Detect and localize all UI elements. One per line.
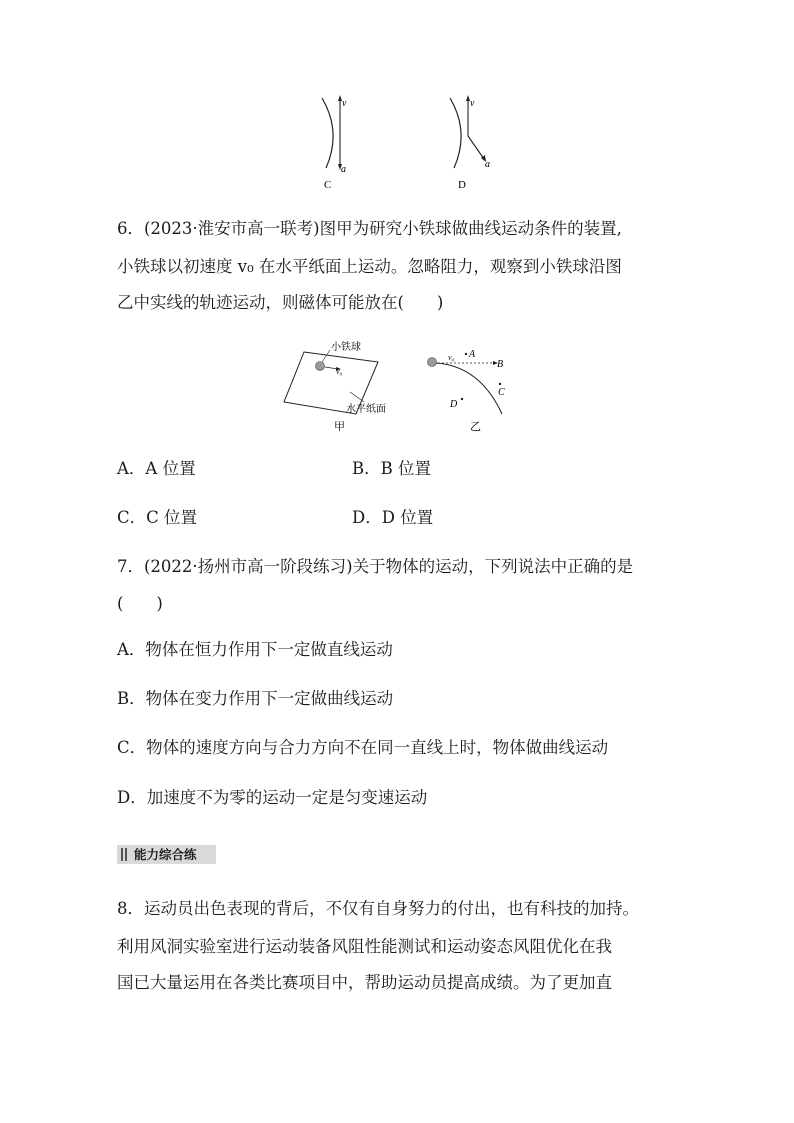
q6-option-c: C．C 位置 (117, 508, 197, 527)
q6-jia-caption: 甲 (334, 421, 345, 433)
q6-yi-b-label: B (497, 359, 504, 370)
q7-line-1: 7．(2022·扬州市高一阶段练习)关于物体的运动，下列说法中正确的是 (117, 557, 634, 576)
figure-c-a-label: a (341, 164, 346, 175)
q8-line-1: 8．运动员出色表现的背后，不仅有自身努力的付出，也有科技的加持。 (117, 899, 639, 918)
q6-yi-d-label: D (450, 399, 458, 410)
q6-yi-v0-label: v₀ (448, 353, 455, 362)
q6-option-b: B．B 位置 (352, 459, 431, 478)
q8-line-3: 国已大量运用在各类比赛项目中，帮助运动员提高成绩。为了更加直 (117, 973, 612, 992)
figure-c-v-label: v (342, 98, 347, 109)
q6-line-1: 6．(2023·淮安市高一联考)图甲为研究小铁球做曲线运动条件的装置, (117, 219, 622, 238)
q6-yi-a-label: A (469, 349, 476, 360)
q6-line-2: 小铁球以初速度 v₀ 在水平纸面上运动。忽略阻力，观察到小铁球沿图 (117, 257, 622, 276)
q6-jia-v0-label: v₀ (336, 367, 343, 376)
figure-c-caption: C (324, 179, 332, 191)
figure-d-caption: D (458, 179, 466, 191)
section-title: 能力综合练 (134, 847, 197, 862)
q6-yi-c-label: C (498, 387, 505, 398)
q7-option-a: A．物体在恒力作用下一定做直线运动 (117, 640, 393, 659)
q6-line-3: 乙中实线的轨迹运动，则磁体可能放在( ) (117, 293, 444, 312)
q6-option-a: A．A 位置 (117, 459, 196, 478)
q6-jia-ball-label: 小铁球 (331, 342, 361, 353)
q7-option-c: C．物体的速度方向与合力方向不在同一直线上时，物体做曲线运动 (117, 738, 609, 757)
q7-option-b: B．物体在变力作用下一定做曲线运动 (117, 689, 394, 708)
figure-d (428, 92, 508, 192)
figure-d-v-label: v (470, 98, 475, 109)
section-bars-icon (121, 848, 129, 861)
q6-yi-caption: 乙 (470, 421, 481, 433)
q7-line-2: ( ) (117, 594, 163, 613)
figure-c (300, 92, 370, 192)
q6-jia-paper-label: 水平纸面 (346, 404, 386, 415)
q6-option-d: D．D 位置 (352, 508, 434, 527)
figure-d-a-label: a (485, 159, 490, 170)
section-tag (117, 845, 216, 864)
q6-figure (280, 336, 530, 436)
q7-option-d: D．加速度不为零的运动一定是匀变速运动 (117, 788, 428, 807)
q8-line-2: 利用风洞实验室进行运动装备风阻性能测试和运动姿态风阻优化在我 (117, 937, 612, 956)
